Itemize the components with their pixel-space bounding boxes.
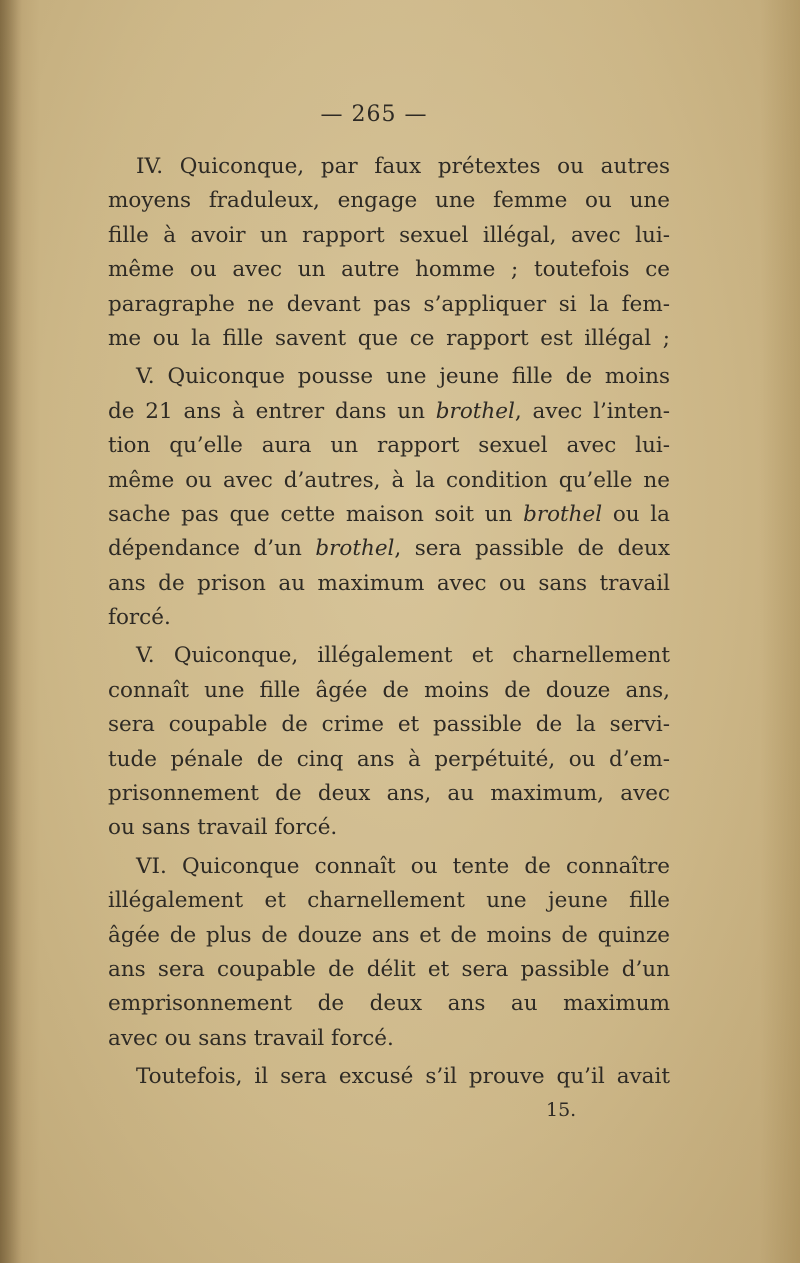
text-line: sache pas que cette maison soit un brothel ou la	[108, 501, 670, 527]
text-line: IV. Quiconque, par faux prétextes ou autres	[136, 154, 670, 179]
text-line: moyens fraduleux, engage une femme ou une	[108, 188, 670, 214]
italic-term: brothel	[523, 501, 603, 527]
text-line: emprisonnement de deux ans au maximum	[108, 991, 670, 1017]
italic-term: brothel	[315, 536, 395, 562]
text-block	[108, 80, 670, 1123]
text-line: V. Quiconque pousse une jeune fille de moins	[136, 364, 670, 390]
text-line: sera coupable de crime et passible de la servi-	[108, 712, 670, 738]
text-line: fille à avoir un rapport sexuel illégal, avec lui-	[108, 222, 670, 248]
text-line: ou sans travail forcé.	[108, 815, 338, 841]
signature-mark: 15.	[546, 1098, 577, 1121]
text-line: dépendance d’un brothel, sera passible de deux	[108, 536, 670, 562]
paragraph-iv	[108, 150, 670, 356]
text-line: prisonnement de deux ans, au maximum, avec	[108, 781, 670, 807]
text-line: paragraphe ne devant pas s’appliquer si la fem-	[108, 291, 670, 317]
paragraph-v-second	[108, 639, 670, 845]
text-line: ans sera coupable de délit et sera passible d’un	[108, 956, 670, 982]
text-line: V. Quiconque, illégalement et charnellement	[136, 643, 670, 669]
text-line: VI. Quiconque connaît ou tente de connaître	[136, 853, 670, 879]
paragraph-vi	[108, 850, 670, 1056]
italic-term: brothel	[435, 398, 515, 424]
text-line: connaît une fille âgée de moins de douze ans,	[108, 677, 670, 703]
text-line: ans de prison au maximum avec ou sans travail	[108, 570, 670, 596]
binding-shadow	[0, 0, 22, 1263]
paragraph-v-first	[108, 360, 670, 635]
text-line: me ou la fille savent que ce rapport est illégal ;	[108, 325, 670, 351]
text-line: même ou avec un autre homme ; toutefois ce	[108, 257, 670, 283]
text-line: illégalement et charnellement une jeune fille	[108, 888, 670, 914]
text-line: tion qu’elle aura un rapport sexuel avec lui-	[108, 433, 670, 459]
paragraph-toutefois	[108, 1060, 670, 1094]
text-line: même ou avec d’autres, à la condition qu’elle ne	[108, 467, 670, 493]
page-number: — 265 —	[320, 102, 428, 127]
text-line: de 21 ans à entrer dans un brothel, avec l’inten-	[108, 398, 670, 424]
text-line: forcé.	[108, 605, 171, 631]
text-line: Toutefois, il sera excusé s’il prouve qu’il avait	[136, 1064, 670, 1090]
text-line: tude pénale de cinq ans à perpétuité, ou d’em-	[108, 746, 670, 772]
text-line: âgée de plus de douze ans et de moins de quinze	[108, 922, 670, 948]
text-line: avec ou sans travail forcé.	[108, 1025, 394, 1051]
